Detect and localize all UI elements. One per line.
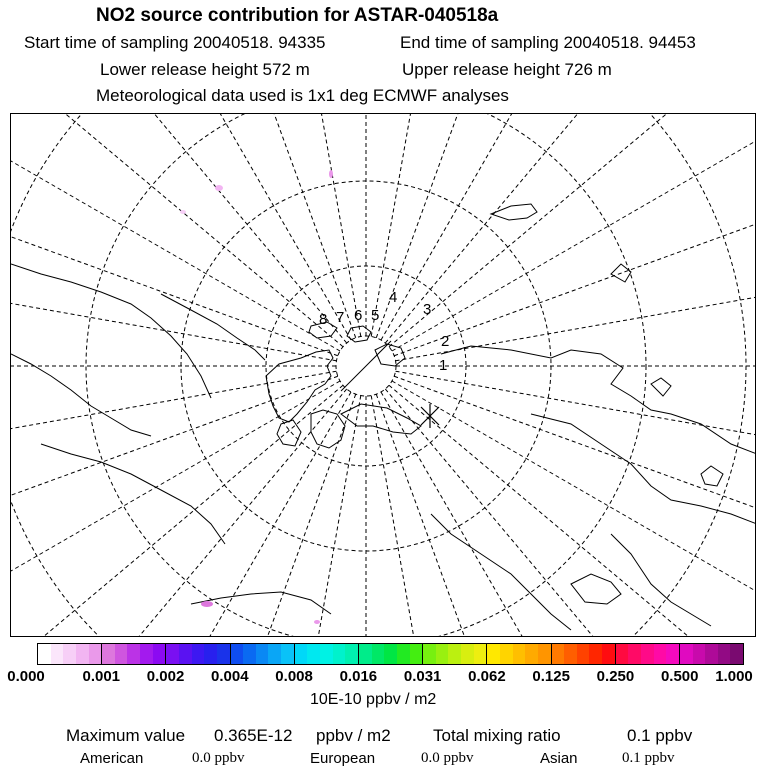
- station-labels: [319, 289, 449, 374]
- color-scale-segment: [486, 644, 550, 664]
- station-label: 8: [319, 311, 328, 328]
- color-scale-swatch: [115, 644, 128, 664]
- color-scale-segment: [615, 644, 679, 664]
- meridian-line: [11, 389, 347, 637]
- meridian-line: [210, 396, 361, 637]
- color-scale-unit: 10E-10 ppbv / m2: [310, 691, 437, 708]
- meridian-line: [11, 210, 336, 361]
- latitude-circle: [11, 114, 746, 637]
- color-scale-swatch: [295, 644, 308, 664]
- station-label: 4: [389, 289, 398, 306]
- color-scale-swatch: [436, 644, 449, 664]
- meridian-line: [396, 210, 756, 361]
- meridian-line: [11, 376, 338, 637]
- region-value-asian: 0.1 ppbv: [622, 750, 675, 766]
- color-scale-swatch: [461, 644, 474, 664]
- pole-line: [341, 341, 391, 391]
- latitude-circle: [11, 114, 756, 637]
- region-name-asian: Asian: [540, 750, 578, 767]
- color-scale-swatch: [192, 644, 205, 664]
- maximum-value: 0.365E-12: [214, 726, 293, 745]
- color-scale-swatch: [448, 644, 461, 664]
- color-scale-swatch: [589, 644, 602, 664]
- color-scale-swatch: [487, 644, 500, 664]
- color-scale-tick-label: 0.000: [7, 668, 45, 685]
- color-scale-swatch: [127, 644, 140, 664]
- color-scale-tick-label: 0.062: [468, 668, 506, 685]
- color-scale-swatch: [500, 644, 513, 664]
- meridian-line: [11, 114, 343, 347]
- color-scale-tick-label: 0.008: [275, 668, 313, 685]
- color-scale-swatch: [63, 644, 76, 664]
- meridian-line: [394, 114, 756, 356]
- color-scale-segment: [165, 644, 229, 664]
- color-scale-swatch: [628, 644, 641, 664]
- end-time-label: End time of sampling 20040518. 94453: [400, 33, 696, 52]
- color-scale-segment: [230, 644, 294, 664]
- maximum-value-unit: ppbv / m2: [316, 726, 391, 745]
- source-marker: [421, 404, 439, 428]
- station-label: 7: [336, 309, 345, 326]
- color-scale-segment: [679, 644, 743, 664]
- color-scale-swatch: [38, 644, 51, 664]
- meridian-line: [381, 392, 756, 637]
- color-scale-segment: [294, 644, 358, 664]
- color-scale-swatch: [693, 644, 706, 664]
- map-canvas: [11, 114, 756, 637]
- color-scale-swatch: [513, 644, 526, 664]
- color-scale-swatch: [474, 644, 487, 664]
- maximum-value-label: Maximum value: [66, 726, 186, 745]
- color-scale-segment: [358, 644, 422, 664]
- meridian-line: [11, 371, 336, 522]
- color-scale-swatch: [666, 644, 679, 664]
- color-scale-tick-label: 0.004: [211, 668, 249, 685]
- color-scale-swatch: [231, 644, 244, 664]
- total-mixing-ratio-value: 0.1 ppbv: [627, 726, 693, 745]
- meridian-line: [11, 392, 351, 637]
- color-scale-swatch: [89, 644, 102, 664]
- meridian-line: [385, 389, 756, 637]
- color-scale-tick-label: 0.001: [82, 668, 121, 685]
- start-time-label: Start time of sampling 20040518. 94335: [24, 33, 326, 52]
- meridian-line: [389, 385, 756, 637]
- color-scale-swatch: [564, 644, 577, 664]
- meridian-line: [58, 114, 356, 338]
- meridian-line: [392, 381, 756, 637]
- color-scale-tick-label: 0.031: [403, 668, 442, 685]
- color-scale-swatch: [730, 644, 743, 664]
- color-scale-swatch: [243, 644, 256, 664]
- meridian-line: [11, 114, 338, 356]
- meridian-line: [11, 114, 351, 340]
- color-scale-swatch: [204, 644, 217, 664]
- color-scale-swatch: [333, 644, 346, 664]
- meridian-line: [385, 114, 756, 343]
- meridian-line: [11, 114, 347, 343]
- region-name-american: American: [80, 750, 144, 767]
- meridian-line: [376, 114, 674, 338]
- color-scale-swatch: [384, 644, 397, 664]
- meridian-line: [376, 394, 674, 637]
- color-scale-swatch: [268, 644, 281, 664]
- color-scale-tick-label: 0.002: [146, 668, 185, 685]
- color-scale-swatch: [359, 644, 372, 664]
- station-label: 1: [439, 357, 448, 374]
- meridian-line: [392, 114, 756, 351]
- color-scale-swatch: [423, 644, 436, 664]
- color-scale-tick-label: 0.016: [339, 668, 378, 685]
- color-scale-swatch: [51, 644, 64, 664]
- color-scale-swatch: [307, 644, 320, 664]
- color-scale-swatch: [281, 644, 294, 664]
- color-scale-swatch: [680, 644, 693, 664]
- color-scale-segment: [551, 644, 615, 664]
- color-scale-segment: [38, 644, 101, 664]
- color-scale-swatch: [320, 644, 333, 664]
- color-scale-swatch: [525, 644, 538, 664]
- color-scale-tick-label: 0.125: [532, 668, 570, 685]
- coastlines: [11, 204, 756, 630]
- color-scale-swatch: [153, 644, 166, 664]
- region-value-american: 0.0 ppbv: [192, 750, 245, 766]
- station-label: 2: [441, 333, 450, 350]
- station-label: 5: [371, 307, 380, 324]
- region-name-european: European: [310, 750, 376, 767]
- color-scale-swatch: [616, 644, 629, 664]
- color-scale-swatch: [641, 644, 654, 664]
- latitude-circle: [11, 114, 756, 637]
- color-scale-tick-label: 0.500: [660, 668, 699, 685]
- polar-map: [10, 113, 756, 637]
- lower-release-height-label: Lower release height 572 m: [100, 60, 310, 79]
- station-label: 6: [354, 307, 363, 324]
- meridian-line: [210, 114, 361, 336]
- color-scale-swatch: [166, 644, 179, 664]
- color-scale-swatch: [577, 644, 590, 664]
- color-scale-swatch: [76, 644, 89, 664]
- color-scale-swatch: [718, 644, 731, 664]
- upper-release-height-label: Upper release height 726 m: [402, 60, 612, 79]
- color-scale-swatch: [256, 644, 269, 664]
- meridian-line: [11, 385, 343, 637]
- color-scale-swatch: [654, 644, 667, 664]
- meridian-line: [11, 114, 340, 351]
- meridian-line: [396, 371, 756, 522]
- color-scale-bar: [37, 643, 744, 665]
- color-scale-swatch: [410, 644, 423, 664]
- station-label: 3: [423, 301, 432, 318]
- color-scale-segment: [101, 644, 165, 664]
- color-scale-swatch: [552, 644, 565, 664]
- meteorological-data-label: Meteorological data used is 1x1 deg ECMWF analyses: [96, 86, 509, 105]
- color-scale-swatch: [102, 644, 115, 664]
- graticule: [11, 114, 756, 637]
- map-title: NO2 source contribution for ASTAR-040518a: [96, 5, 499, 26]
- color-scale-swatch: [345, 644, 358, 664]
- color-scale-swatch: [397, 644, 410, 664]
- color-scale-swatch: [602, 644, 615, 664]
- color-scale-swatch: [705, 644, 718, 664]
- color-scale-swatch: [179, 644, 192, 664]
- color-scale-swatch: [217, 644, 230, 664]
- color-scale-swatch: [538, 644, 551, 664]
- color-scale-segment: [422, 644, 486, 664]
- region-value-european: 0.0 ppbv: [421, 750, 474, 766]
- color-scale-swatch: [140, 644, 153, 664]
- color-scale-tick-label: 0.250: [596, 668, 635, 685]
- total-mixing-ratio-label: Total mixing ratio: [433, 726, 561, 745]
- color-scale-tick-label: 1.000: [715, 668, 753, 685]
- color-scale-swatch: [372, 644, 385, 664]
